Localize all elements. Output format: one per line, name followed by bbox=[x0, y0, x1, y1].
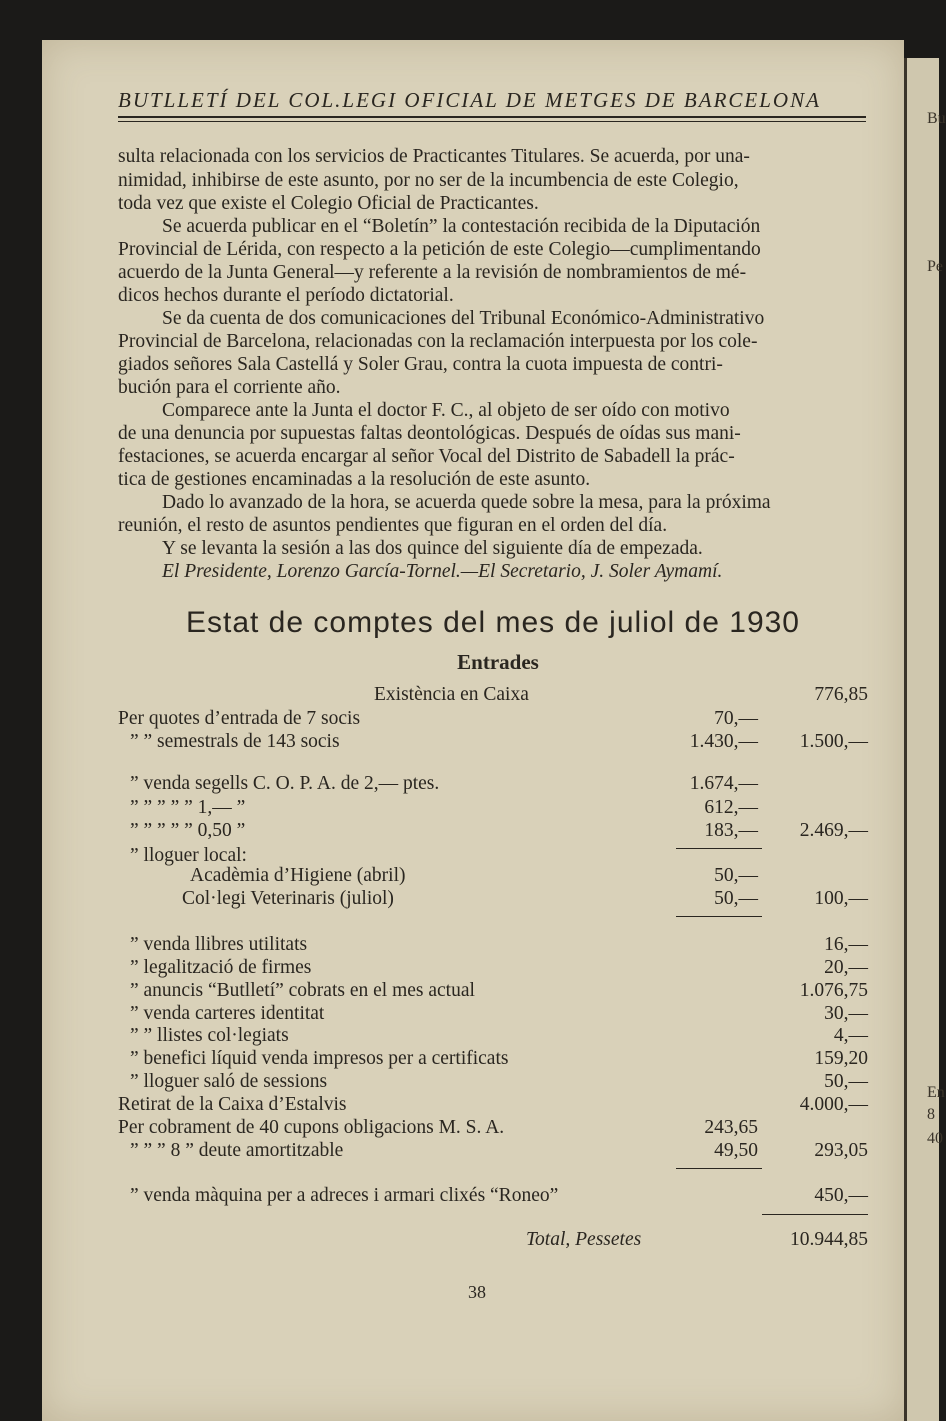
ledger-subtotal: 49,50 bbox=[714, 1140, 758, 1161]
total-row bbox=[118, 1229, 868, 1253]
edge-fragment: En bbox=[927, 1084, 945, 1101]
body-line: toda vez que existe el Colegio Oficial de Practicantes. bbox=[118, 193, 539, 214]
header-rule bbox=[118, 121, 866, 122]
ledger-label: ” ” llistes col·legiats bbox=[130, 1025, 289, 1046]
body-line: dicos hechos durante el período dictatorial. bbox=[118, 285, 454, 306]
ledger-row bbox=[118, 934, 868, 958]
ledger-label: ” venda carteres identitat bbox=[130, 1003, 325, 1024]
adjacent-page-edge bbox=[904, 58, 946, 1421]
page-number: 38 bbox=[468, 1282, 486, 1302]
ledger-label: ” venda segells C. O. P. A. de 2,— ptes. bbox=[130, 773, 440, 794]
ledger-row bbox=[118, 1140, 868, 1164]
ledger-label: ” anuncis “Butlletí” cobrats en el mes actual bbox=[130, 980, 475, 1001]
ledger-row bbox=[118, 1071, 868, 1095]
body-line: festaciones, se acuerda encargar al señor Vocal del Distrito de Sabadell la prác- bbox=[118, 446, 735, 467]
ledger-row bbox=[118, 1048, 868, 1072]
ledger-amount: 4.000,— bbox=[799, 1094, 868, 1115]
body-line: sulta relacionada con los servicios de Practicantes Titulares. Se acuerda, por una- bbox=[118, 146, 750, 167]
body-line: nimidad, inhibirse de este asunto, por no ser de la incumbencia de este Colegio, bbox=[118, 170, 739, 191]
ledger-row bbox=[118, 1003, 868, 1027]
ledger-label: Col·legi Veterinaris (juliol) bbox=[182, 888, 394, 909]
ledger-row bbox=[118, 797, 868, 821]
ledger-row bbox=[118, 1025, 868, 1049]
ledger-row bbox=[118, 865, 868, 889]
ledger-amount: 1.076,75 bbox=[799, 980, 868, 1001]
ledger-label: Per cobrament de 40 cupons obligacions M. S. A. bbox=[118, 1117, 505, 1138]
body-line: Se acuerda publicar en el “Boletín” la contestación recibida de la Diputación bbox=[162, 216, 761, 237]
ledger-amount: 30,— bbox=[824, 1003, 868, 1024]
body-line: tica de gestiones encaminadas a la resolución de este asunto. bbox=[118, 469, 591, 490]
ledger-row bbox=[118, 731, 868, 755]
body-line: Provincial de Barcelona, relacionadas con la reclamación interpuesta por los cole- bbox=[118, 331, 758, 352]
ledger-row bbox=[118, 708, 868, 732]
ledger-label: Acadèmia d’Higiene (abril) bbox=[190, 865, 406, 886]
ledger-label: ” lloguer saló de sessions bbox=[130, 1071, 328, 1092]
sum-rule bbox=[762, 1214, 868, 1215]
body-line: Provincial de Lérida, con respecto a la petición de este Colegio—cumplimentando bbox=[118, 239, 761, 260]
body-line: giados señores Sala Castellá y Soler Grau, contra la cuota impuesta de contri- bbox=[118, 354, 723, 375]
edge-fragment: 40 bbox=[927, 1130, 943, 1147]
body-line: Y se levanta la sesión a las dos quince del siguiente día de empezada. bbox=[162, 538, 703, 559]
ledger-label: ” benefici líquid venda impresos per a certificats bbox=[130, 1048, 509, 1069]
ledger-label: Existència en Caixa bbox=[374, 684, 529, 705]
total-label: Total, Pessetes bbox=[526, 1229, 642, 1250]
accounts-subtitle: Entrades bbox=[457, 650, 539, 674]
ledger-row bbox=[118, 957, 868, 981]
running-header: BUTLLETÍ DEL COL.LEGI OFICIAL DE METGES DE BARCELONA bbox=[118, 88, 821, 112]
ledger-row bbox=[118, 1117, 868, 1141]
signature-line: El Presidente, Lorenzo García-Tornel.—El Secretario, J. Soler Aymamí. bbox=[162, 561, 723, 582]
ledger-amount: 1.500,— bbox=[799, 731, 868, 752]
ledger-label: ” ” semestrals de 143 socis bbox=[130, 731, 340, 752]
sum-rule bbox=[676, 1168, 762, 1169]
ledger-subtotal: 50,— bbox=[714, 865, 758, 886]
ledger-label: ” venda llibres utilitats bbox=[130, 934, 308, 955]
header-rule bbox=[118, 116, 866, 118]
scan-border bbox=[0, 0, 936, 40]
body-line: reunión, el resto de asuntos pendientes que figuran en el orden del día. bbox=[118, 515, 668, 536]
body-line: Comparece ante la Junta el doctor F. C., al objeto de ser oído con motivo bbox=[162, 400, 730, 421]
ledger-amount: 20,— bbox=[824, 957, 868, 978]
ledger-subtotal: 1.430,— bbox=[689, 731, 758, 752]
ledger-row bbox=[118, 820, 868, 844]
ledger-label: ” lloguer local: bbox=[130, 845, 247, 866]
accounts-title: Estat de comptes del mes de juliol de 1930 bbox=[185, 606, 800, 639]
ledger-amount: 2.469,— bbox=[799, 820, 868, 841]
edge-fragment: Pe bbox=[927, 258, 943, 275]
ledger-amount: 776,85 bbox=[814, 684, 868, 705]
ledger-amount: 50,— bbox=[824, 1071, 868, 1092]
total-amount: 10.944,85 bbox=[790, 1229, 868, 1250]
ledger-subtotal: 612,— bbox=[704, 797, 758, 818]
body-line: de una denuncia por supuestas faltas deontológicas. Después de oídas sus mani- bbox=[118, 423, 741, 444]
body-line: Dado lo avanzado de la hora, se acuerda quede sobre la mesa, para la próxima bbox=[162, 492, 771, 513]
ledger-subtotal: 50,— bbox=[714, 888, 758, 909]
ledger-row bbox=[118, 684, 868, 708]
ledger-amount: 4,— bbox=[833, 1025, 868, 1046]
ledger-subtotal: 1.674,— bbox=[689, 773, 758, 794]
ledger-label: Per quotes d’entrada de 7 socis bbox=[118, 708, 361, 729]
ledger-label: ” legalització de firmes bbox=[130, 957, 312, 978]
body-line: acuerdo de la Junta General—y referente a la revisión de nombramientos de mé- bbox=[118, 262, 747, 283]
ledger-amount: 16,— bbox=[824, 934, 868, 955]
ledger-row bbox=[118, 980, 868, 1004]
ledger-row bbox=[118, 773, 868, 797]
ledger-amount: 100,— bbox=[814, 888, 868, 909]
ledger-label: ” ” ” ” ” 1,— ” bbox=[130, 797, 246, 818]
edge-fragment: 8 bbox=[927, 1106, 935, 1123]
ledger-label: ” ” ” 8 ” deute amortitzable bbox=[130, 1140, 344, 1161]
ledger-row bbox=[118, 1185, 868, 1209]
body-line: Se da cuenta de dos comunicaciones del Tribunal Económico-Administrativo bbox=[162, 308, 765, 329]
ledger-amount: 293,05 bbox=[814, 1140, 868, 1161]
body-line: bución para el corriente año. bbox=[118, 377, 341, 398]
ledger-subtotal: 70,— bbox=[714, 708, 758, 729]
ledger-label: ” venda màquina per a adreces i armari clixés “Roneo” bbox=[130, 1185, 559, 1206]
ledger-subtotal: 243,65 bbox=[704, 1117, 758, 1138]
ledger-amount: 450,— bbox=[814, 1185, 868, 1206]
ledger-subtotal: 183,— bbox=[704, 820, 758, 841]
sum-rule bbox=[676, 916, 762, 917]
ledger-row bbox=[118, 888, 868, 912]
ledger-amount: 159,20 bbox=[814, 1048, 868, 1069]
ledger-label: ” ” ” ” ” 0,50 ” bbox=[130, 820, 246, 841]
edge-fragment: Bu bbox=[927, 110, 946, 127]
ledger-row bbox=[118, 1094, 868, 1118]
ledger-label: Retirat de la Caixa d’Estalvis bbox=[118, 1094, 347, 1115]
